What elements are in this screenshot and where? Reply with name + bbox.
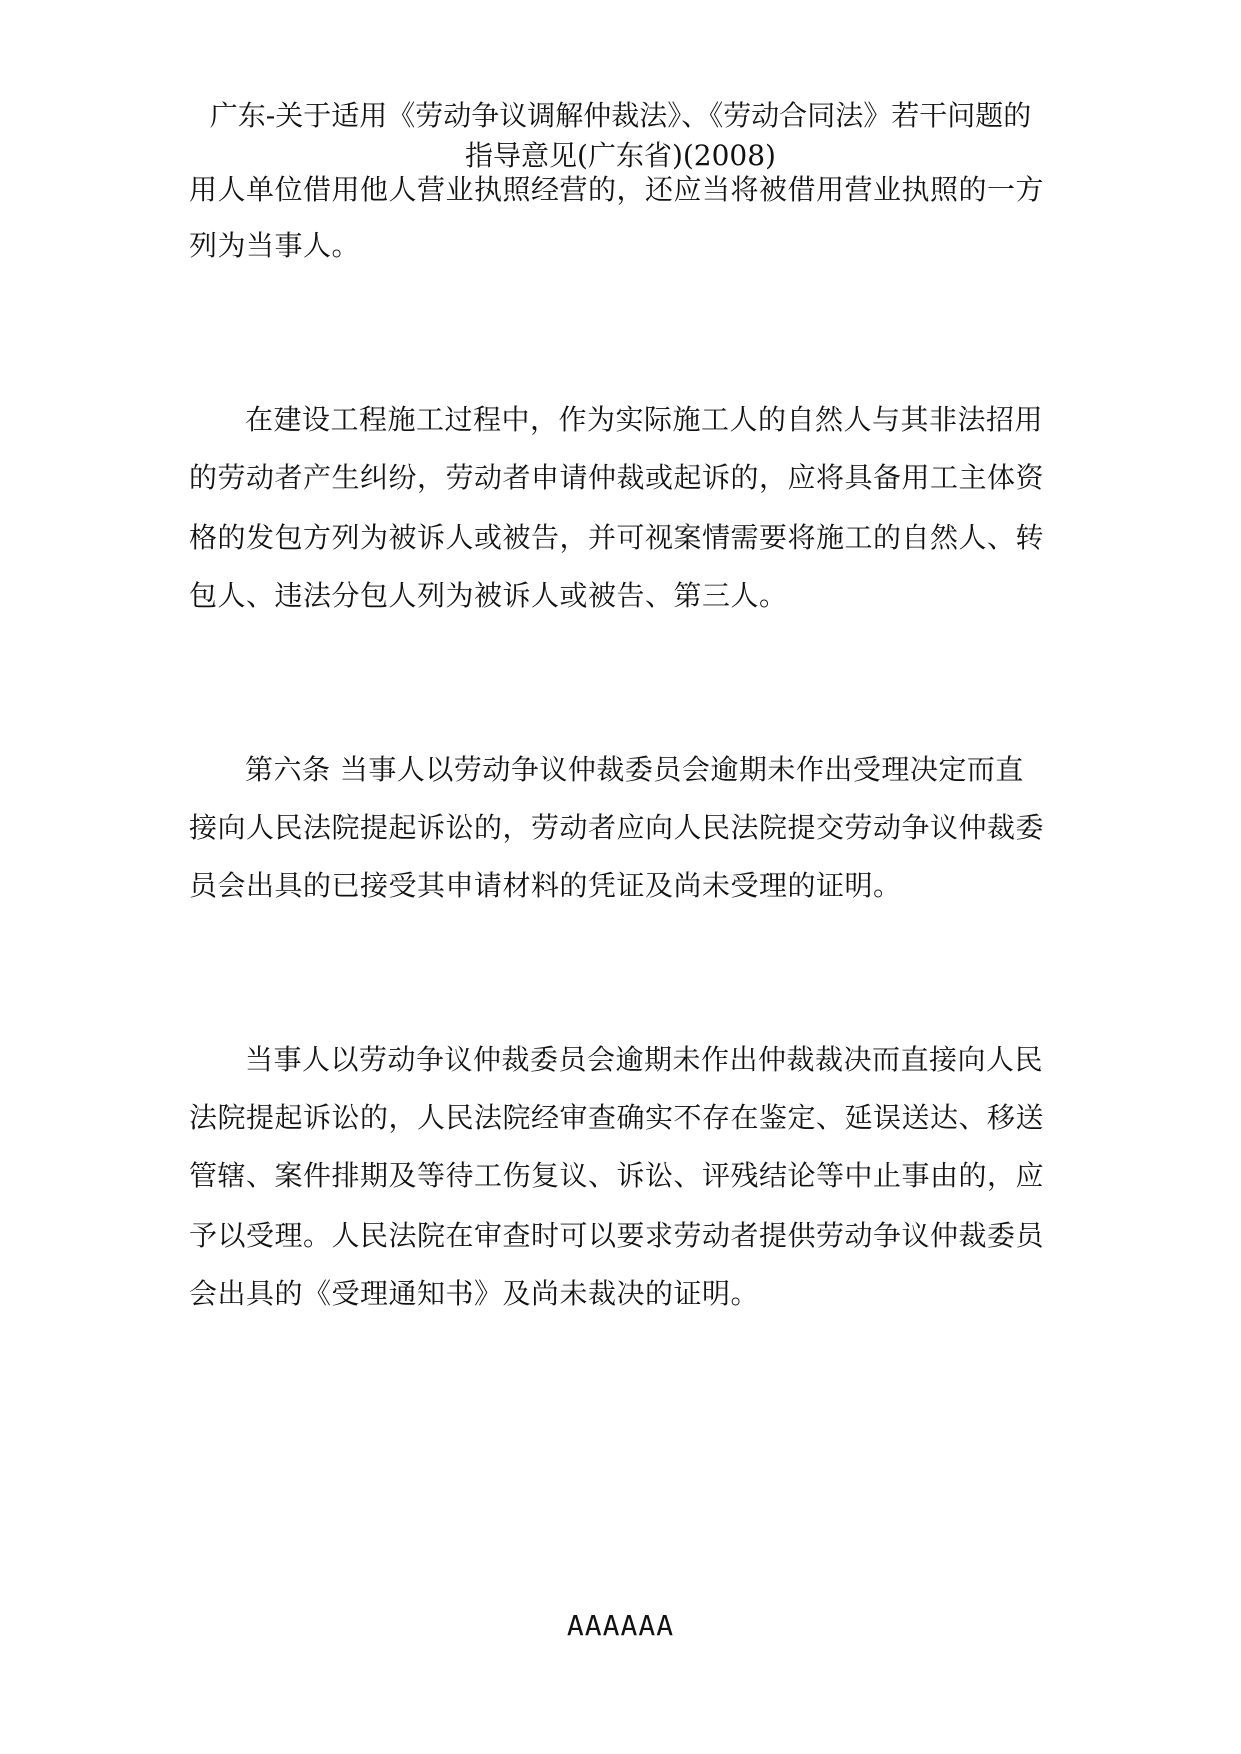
paragraph-line: 列为当事人。 [189,229,361,262]
paragraph-line: 当事人以劳动争议仲裁委员会逾期未作出仲裁裁决而直接向人民 [245,1043,1044,1076]
paragraph-line: 格的发包方列为被诉人或被告，并可视案情需要将施工的自然人、转 [189,521,1045,554]
paragraph-line: 的劳动者产生纠纷，劳动者申请仲裁或起诉的，应将具备用工主体资 [189,461,1045,494]
paragraph-line: 在建设工程施工过程中，作为实际施工人的自然人与其非法招用 [245,403,1044,436]
paragraph-line: 会出具的《受理通知书》及尚未裁决的证明。 [189,1277,760,1310]
paragraph-line: 用人单位借用他人营业执照经营的，还应当将被借用营业执照的一方 [189,173,1045,206]
paragraph-line: 管辖、案件排期及等待工伤复议、诉讼、评残结论等中止事由的，应 [189,1159,1045,1192]
title-line-1: 广东-关于适用《劳动争议调解仲裁法》、《劳动合同法》若干问题的 [209,99,1032,132]
paragraph-line: 接向人民法院提起诉讼的，劳动者应向人民法院提交劳动争议仲裁委 [189,811,1045,844]
paragraph-line: 法院提起诉讼的，人民法院经审查确实不存在鉴定、延误送达、移送 [189,1101,1045,1134]
page-footer: AAAAAA [566,1609,675,1642]
paragraph-line: 予以受理。人民法院在审查时可以要求劳动者提供劳动争议仲裁委员 [189,1219,1045,1252]
document-title [150,96,1091,176]
paragraph-line: 员会出具的已接受其申请材料的凭证及尚未受理的证明。 [189,869,902,902]
title-line-2: 指导意见(广东省)(2008) [465,139,776,172]
paragraph-line: 包人、违法分包人列为被诉人或被告、第三人。 [189,579,788,612]
paragraph-line: 第六条 当事人以劳动争议仲裁委员会逾期未作出受理决定而直 [245,753,1024,786]
